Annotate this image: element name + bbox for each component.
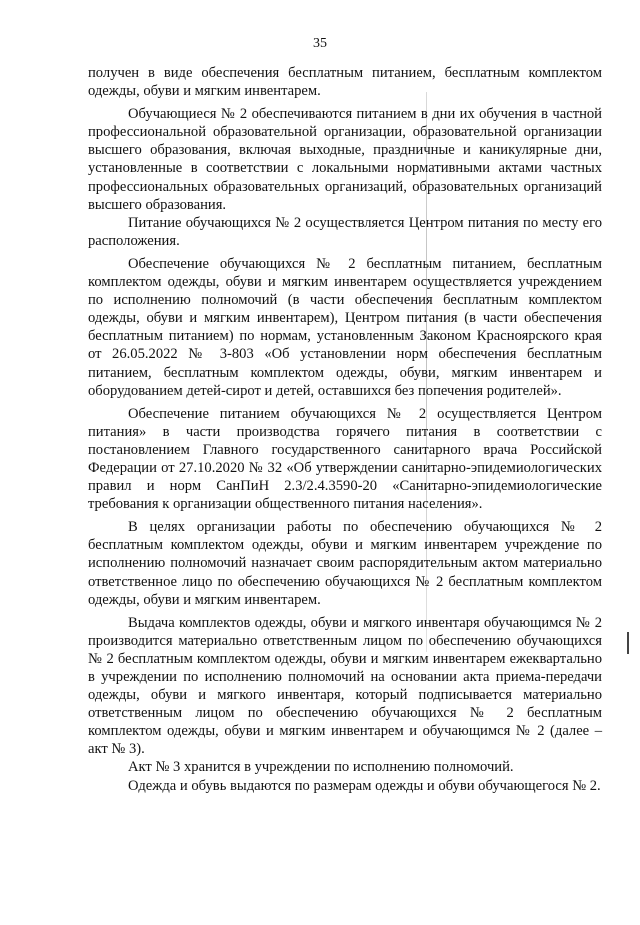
paragraph-9: Одежда и обувь выдаются по размерам одежды и обуви обучающегося № 2. (128, 777, 601, 794)
paragraph-7: Выдача комплектов одежды, обуви и мягкого инвентаря обучающимся № 2 производится материально ответственным лицом по обеспечению обучающихся № 2 бесплатным комплектом одежды, обуви и мягким инвентарем ежеквартально в учреждении по исполнению полномочий на основании акта приема-передачи одежды, обуви и мягкого инвентаря, который подписывается материально ответственным лицом по обеспечению обучающихся № 2 бесплатным комплектом одежды, обуви и мягким инвентарем и обучающимся № 2 (далее – акт № 3). (88, 614, 602, 758)
paragraph-2: Обучающиеся № 2 обеспечиваются питанием в дни их обучения в частной профессиональной образовательной организации, образовательной организации высшего образования, включая выходные, праздничные и каникулярные дни, установленные в соответствии с локальными нормативными актами частных профессиональных образовательных организаций, образовательных организаций высшего образования. (88, 106, 602, 213)
document-body (88, 64, 602, 795)
margin-mark (627, 632, 629, 654)
paragraph-1: получен в виде обеспечения бесплатным питанием, бесплатным комплектом одежды, обуви и мягким инвентарем. (88, 65, 602, 100)
paragraph-4: Обеспечение обучающихся № 2 бесплатным питанием, бесплатным комплектом одежды, обуви и мягким инвентарем осуществляется учреждением по исполнению полномочий (в части обеспечения бесплатным комплектом одежды, обуви и мягким инвентарем), Центром питания (в части обеспечения бесплатным питанием) по нормам, установленным Законом Красноярского края от 26.05.2022 № 3-803 «Об установлении норм обеспечения бесплатным питанием, бесплатным комплектом одежды, обуви, мягким инвентарем и оборудованием детей-сирот и детей, оставшихся без попечения родителей». (88, 255, 602, 399)
paragraph-6: В целях организации работы по обеспечению обучающихся № 2 бесплатным комплектом одежды, обуви и мягким инвентарем учреждение по исполнению полномочий назначает своим распорядительным актом материально ответственное лицо по обеспечению обучающихся № 2 бесплатным комплектом одежды, обуви и мягким инвентарем. (88, 519, 602, 608)
paragraph-8: Акт № 3 хранится в учреждении по исполнению полномочий. (128, 759, 514, 776)
page-number: 35 (313, 36, 327, 51)
paragraph-5: Обеспечение питанием обучающихся № 2 осуществляется Центром питания» в части производства горячего питания в соответствии с постановлением Главного государственного санитарного врача Российской Федерации от 27.10.2020 № 32 «Об утверждении санитарно-эпидемиологических правил и норм СанПиН 2.3/2.4.3590-20 «Санитарно-эпидемиологические требования к организации общественного питания населения». (88, 405, 602, 513)
paragraph-3: Питание обучающихся № 2 осуществляется Центром питания по месту его расположения. (88, 214, 602, 249)
